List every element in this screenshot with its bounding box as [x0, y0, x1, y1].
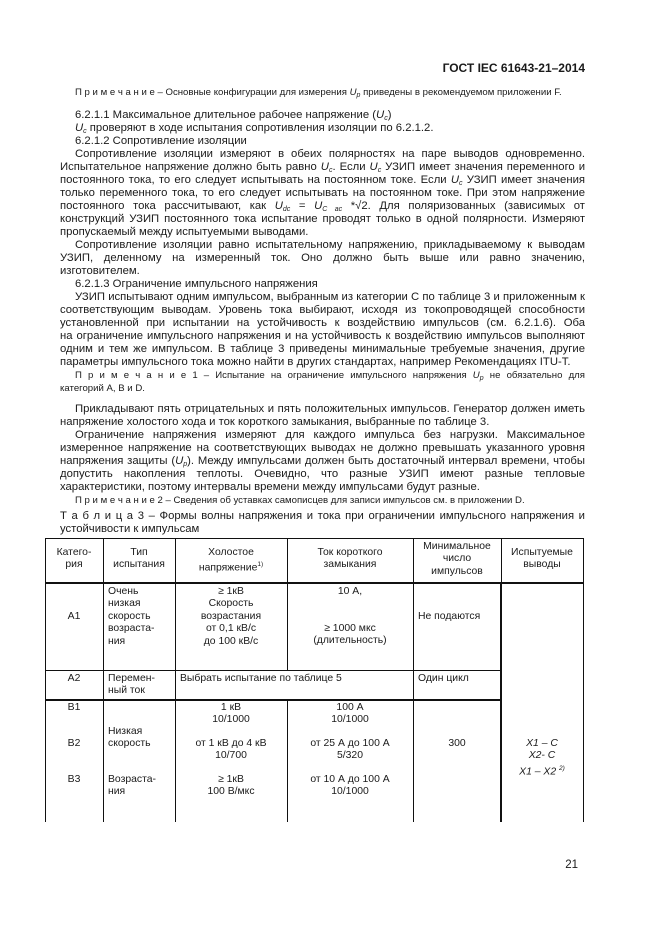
a2-category [45, 673, 103, 685]
terminal-pair [501, 763, 583, 779]
variable-symbol: U [274, 200, 283, 212]
variable-subscript: c [83, 128, 87, 135]
variable-subscript: c [377, 167, 382, 174]
variable-subscript: C ac [322, 206, 343, 213]
a2-min-pulses [418, 673, 500, 685]
text-run: на ограничение импульсного напряжения и на устойчивость к воздействию импульсов выполняют [60, 330, 585, 342]
paragraph-line [60, 174, 585, 187]
cell-line: 100 В/мкс [207, 786, 255, 798]
cell-line: от 25 А до 100 А [310, 738, 390, 749]
text-run: *√2. Для поляризованных (зависимых от [350, 200, 585, 212]
cell-line: от 0,1 кВ/с [205, 623, 257, 635]
b2-open-voltage [175, 738, 287, 763]
text-run: Сопротивление изоляции равно испытательному напряжению, прикладываемому к выводам [75, 239, 585, 251]
math-variable [275, 200, 291, 212]
cell-line: 10/1000 [331, 714, 369, 726]
cell-line: A2 [67, 673, 81, 684]
b2-short-current [287, 738, 413, 763]
text-run: категорий A, B и D. [60, 383, 145, 394]
paragraph-line [60, 481, 585, 494]
paragraph-line [60, 429, 585, 442]
cell-line: ния [108, 786, 126, 798]
paragraph-line [60, 343, 585, 356]
cell-line: ≥ 1кВ [218, 586, 244, 597]
note-line [60, 494, 585, 507]
col-divider [103, 538, 104, 822]
text-run: Т а б л и ц а 3 – Формы волны напряжения и тока при ограничении импульсного напряжения и [60, 510, 585, 522]
paragraph-line [60, 442, 585, 455]
cell-line: до 100 кВ/с [203, 635, 259, 647]
row-divider-a1 [45, 670, 501, 671]
cell-line: низкая [108, 598, 141, 610]
cell-line: число [442, 553, 472, 565]
table-border-top [45, 538, 584, 539]
terminal-pair-text: X1 – X2 [519, 766, 557, 778]
paragraph-line [60, 278, 585, 291]
paragraph-line [60, 135, 585, 148]
cell-line: (длительность) [313, 635, 387, 647]
variable-symbol: U [472, 370, 480, 381]
cell-line: 100 А [336, 702, 364, 713]
variable-symbol: U [349, 87, 357, 98]
cell-line: 300 [448, 738, 466, 749]
paragraph-line [60, 304, 585, 317]
cell-line: Возраста- [108, 774, 156, 785]
variable-symbol: U [450, 174, 460, 186]
cell-line: импульсов [431, 565, 483, 577]
paragraph-line [60, 510, 585, 523]
variable-subscript: c [328, 167, 333, 174]
text-run: только переменного тока, то его следует испытывать на постоянном токе. При этом напряжение [60, 187, 585, 199]
text-run: П р и м е ч а н и е – Основные конфигурации для измерения [75, 87, 350, 98]
cell-line: ния [108, 635, 126, 647]
paragraph-line [60, 109, 585, 122]
text-run: допустить накопления теплоты. Очевидно, что разные УЗИП имеют разные тепловые [60, 468, 585, 480]
cell-line: Низкая [108, 726, 143, 737]
text-run: . Если [332, 161, 370, 173]
paragraph-line [60, 330, 585, 343]
variable-symbol: U [369, 161, 378, 173]
cell-line: ный ток [108, 685, 145, 697]
cell-line: от 10 А до 100 А [310, 774, 390, 785]
terminal-pair: X2- C [528, 750, 556, 762]
cell-line: скорость [108, 738, 151, 750]
text-run: 6.2.1.3 Ограничение импульсного напряжения [75, 278, 318, 290]
paragraph-line [60, 468, 585, 481]
note-line [60, 86, 585, 99]
b2-category [45, 738, 103, 750]
text-run: постоянного тока рассчитывают, как [60, 200, 275, 212]
cell-line: замыкания [323, 559, 377, 571]
paragraph-line [60, 455, 585, 468]
text-run: 6.2.1.2 Сопротивление изоляции [75, 135, 247, 147]
cell-line: выводы [523, 559, 561, 571]
note-measurement-configs [60, 86, 585, 99]
text-run: установленной при испытании на устойчивость к воздействию импульсов (см. 6.2.1.6). Оба [60, 317, 585, 329]
b-test-type-low [108, 726, 174, 751]
cell-line: 10 А, [337, 586, 363, 597]
th-open-voltage-line: Холостое [208, 547, 254, 558]
th-category [45, 547, 103, 572]
cell-line: скорость [108, 610, 151, 622]
a1-min-pulses [418, 611, 500, 623]
paragraph-line [60, 265, 585, 278]
variable-subscript: p [479, 375, 484, 382]
variable-subscript: c [384, 115, 388, 122]
text-run: напряжения защиты ( [60, 455, 176, 467]
b-terminals [501, 738, 583, 779]
text-run: 6.2.1.1 Максимальное длительное рабочее напряжение ( [75, 109, 377, 121]
cell-line: 10/1000 [331, 786, 369, 798]
a1-test-type [108, 586, 174, 648]
th-open-voltage [175, 547, 287, 575]
cell-line: 1 кВ [220, 702, 242, 713]
a2-test-type [108, 673, 174, 698]
text-run: П р и м е ч а н и е 1 – Испытание на ограничение импульсного напряжения [75, 370, 473, 381]
row-divider-a2 [45, 699, 501, 701]
page-number: 21 [565, 859, 578, 871]
text-run: Ограничение напряжения измеряют для каждого импульса без нагрузки. Максимальное [75, 429, 585, 441]
math-variable [314, 200, 342, 212]
variable-symbol: U [320, 161, 329, 173]
b1-open-voltage [175, 702, 287, 727]
math-variable [75, 122, 87, 134]
text-run: пропускаемый между испытуемыми выводами. [60, 226, 309, 238]
cell-line: 10/1000 [212, 714, 250, 726]
variable-subscript: dc [282, 206, 291, 213]
col-divider [413, 538, 414, 822]
paragraph-line [60, 356, 585, 369]
text-run: ) [387, 109, 392, 121]
paragraph-line [60, 187, 585, 200]
paragraph-line [60, 291, 585, 304]
paragraph-line [60, 213, 585, 226]
text-run: соответствующим выводам. Уровень тока выбирают, исходя из токопроводящей способности [60, 304, 585, 316]
math-variable [321, 161, 333, 173]
th-terminals [501, 547, 583, 572]
paragraph-line [60, 403, 585, 416]
math-variable [451, 174, 463, 186]
cell-line: Выбрать испытание по таблице 5 [180, 673, 342, 684]
text-run: не обязательно для [483, 370, 585, 381]
text-run: характеристики, поэтому интервалы времени между импульсами будут разные. [60, 481, 480, 493]
th-test-type [103, 547, 175, 572]
text-run: измеренное напряжение на соответствующих выводах не должно превышать указанного уровня [60, 442, 585, 454]
text-run: УЗИП испытывают одним импульсом, выбранным из категории С по таблице 3 и приложенным к [75, 291, 585, 303]
cell-line: 10/700 [215, 750, 247, 762]
cell-line: Скорость [208, 598, 254, 610]
note-line [60, 382, 585, 395]
variable-subscript: c [459, 180, 463, 187]
text-run: = [290, 200, 315, 212]
text-run: Сопротивление изоляции измеряют в обеих полярностях на паре выводов одновременно. [75, 148, 585, 160]
th-short-current [287, 547, 413, 572]
cell-line: Минимальное [423, 541, 491, 552]
b3-short-current [287, 774, 413, 799]
paragraph-line [60, 523, 585, 536]
variable-symbol: U [175, 455, 184, 467]
footnote-ref: 1) [257, 561, 264, 569]
text-run: УЗИП имеет значения переменного и [381, 161, 585, 173]
text-run: постоянного тока, то его следует испытывать на постоянном токе. Если [60, 174, 451, 186]
text-run: устойчивости к импульсам [60, 523, 200, 535]
note-line [60, 369, 585, 382]
cell-line: Тип [130, 547, 148, 558]
text-run: Прикладывают пять отрицательных и пять положительных импульсов. Генератор должен иметь [75, 403, 585, 415]
terminal-pair: X1 – C [526, 738, 558, 749]
math-variable [350, 87, 361, 98]
th-min-pulses [413, 541, 501, 578]
cell-line: B3 [67, 774, 81, 785]
variable-symbol: U [75, 122, 84, 134]
cell-line: Испытуемые [511, 547, 573, 558]
b-test-type-rise [108, 774, 174, 799]
b1-short-current [287, 702, 413, 727]
paragraph-line [60, 122, 585, 135]
cell-line: Не подаются [418, 611, 481, 622]
a1-category [45, 611, 103, 623]
text-run: Испытательное напряжение должно быть равно [60, 161, 321, 173]
text-run: изготовителем. [60, 265, 140, 277]
paragraph-line [60, 416, 585, 429]
footnote-ref: 2) [559, 764, 565, 772]
text-run: проверяют в ходе испытания сопротивления изоляции по 6.2.1.2. [86, 122, 434, 134]
math-variable [370, 161, 382, 173]
paragraph-line [60, 226, 585, 239]
paragraph-line [60, 200, 585, 213]
cell-line: B1 [67, 702, 81, 713]
section-6-2-1-3-continued [60, 403, 585, 507]
col-divider-bold [500, 582, 502, 822]
cell-line: испытания [113, 559, 165, 571]
cell-line: Перемен- [108, 673, 155, 684]
text-run: ). Между импульсами должен быть достаточный интервал времени, чтобы [187, 455, 585, 467]
a1-short-current [287, 586, 413, 598]
cell-line: от 1 кВ до 4 кВ [195, 738, 267, 749]
cell-line: Ток короткого [317, 547, 383, 558]
b3-open-voltage [175, 774, 287, 799]
variable-symbol: U [376, 109, 385, 121]
paragraph-line [60, 161, 585, 174]
cell-line: возраста- [108, 623, 155, 635]
cell-line: 5/320 [336, 750, 363, 762]
table-border-right [583, 538, 584, 822]
text-run: параметры импульсного тока можно найти в других стандартах, например Рекомендациях ITU-T. [60, 356, 571, 368]
text-run: УЗИП, деленному на измеренный ток. Оно должно быть выше или равно значению, [60, 252, 585, 264]
b-min-pulses [413, 738, 501, 750]
a1-short-current-duration [287, 623, 413, 648]
table-header-divider [45, 582, 584, 584]
text-run: напряжение холостого хода и ток короткого замыкания, выбранные по таблице 3. [60, 416, 490, 428]
variable-subscript: p [356, 92, 361, 99]
math-variable [175, 455, 187, 467]
b1-category [45, 702, 103, 714]
section-6-2-1-body [60, 109, 585, 395]
cell-line: Один цикл [418, 673, 469, 684]
cell-line: A1 [67, 611, 81, 622]
variable-symbol: U [314, 200, 323, 212]
text-run: одним и тем же импульсом. В таблице 3 приведены минимальные требуемые значения, другие [60, 343, 585, 355]
text-run: П р и м е ч а н и е 2 – Сведения об уставках самописцев для записи импульсов см. в приложении D. [75, 495, 525, 506]
b3-category [45, 774, 103, 786]
th-open-voltage-text: напряжение [198, 562, 258, 574]
a2-merged-note [180, 673, 410, 685]
math-variable [473, 370, 484, 381]
a1-open-voltage [175, 586, 287, 648]
cell-line: рия [65, 559, 83, 571]
cell-line: ≥ 1000 мкс [324, 623, 376, 634]
text-run: конструкций УЗИП постоянного тока испытание проводят только в одной полярности. Измеряют [60, 213, 585, 225]
cell-line: B2 [67, 738, 81, 749]
paragraph-line [60, 252, 585, 265]
th-open-voltage-line [175, 559, 287, 575]
cell-line: возрастания [200, 610, 262, 622]
paragraph-line [60, 148, 585, 161]
variable-subscript: p [183, 461, 188, 468]
text-run: приведены в рекомендуемом приложении F. [360, 87, 562, 98]
text-run: УЗИП имеет значения [462, 174, 585, 186]
paragraph-line [60, 239, 585, 252]
cell-line: ≥ 1кВ [218, 774, 244, 785]
cell-line: Катего- [56, 547, 92, 558]
table-caption [60, 510, 585, 536]
cell-line: Очень [108, 586, 139, 597]
paragraph-line [60, 317, 585, 330]
math-variable [376, 109, 388, 121]
document-header: ГОСТ IEC 61643-21–2014 [442, 61, 585, 75]
